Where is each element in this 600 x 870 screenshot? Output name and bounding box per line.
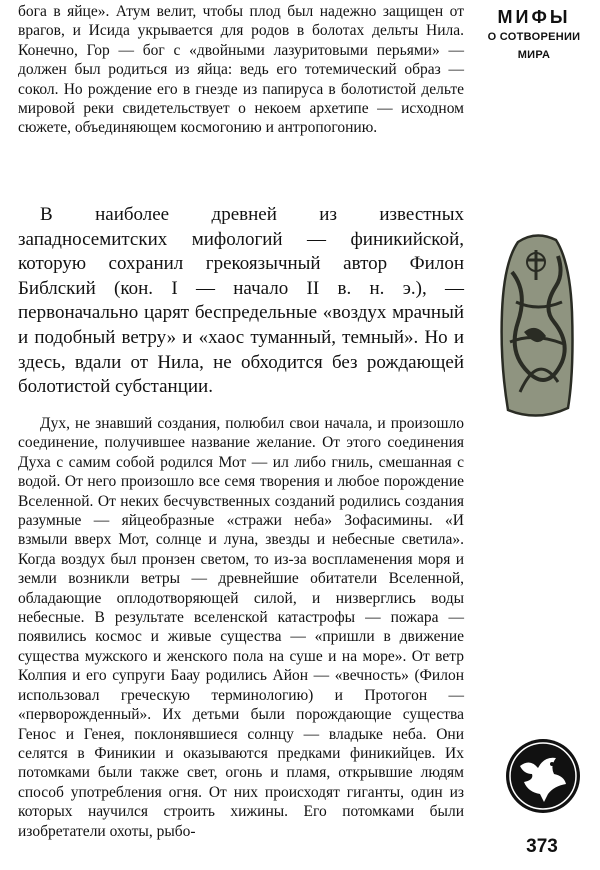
bird-medallion-icon [504, 736, 582, 816]
running-head-subtitle-2: МИРА [517, 49, 551, 61]
paragraph-phoenician-intro: В наиболее древней из известных западносемитских мифологий — финикийской, которую сохранил грекоязычный автор Филон Библский (кон. I — начало II в. н. э.), — первоначально царят беспредельные «воздух мрачный и подобный ветру» и «хаос туманный, темный». Но и здесь, вдали от Нила, не обходится без рождающей болотистой субстанции. [18, 204, 464, 398]
running-head-subtitle-1: О СОТВОРЕНИИ [487, 31, 581, 43]
runestone-illustration-icon [498, 232, 576, 420]
running-head [478, 6, 590, 64]
paragraph-phoenician-myth: Дух, не знавший создания, полюбил свои начала, и произошло соединение, получившее название желание. От этого соединения Духа с самим собой родился Мот — ил либо гниль, смешанная с водой. От него произошло все семя творения и любое порождение Вселенной. От неких бесчувственных созданий родились создания разумные — яйцеобразные «стражи неба» Зофасимины. «И взмыли вверх Мот, солнце и луна, звезды и небесные светила». Когда воздух был пронзен светом, то из-за воспламенения моря и земли возникли ветры — древнейшие обитатели Вселенной, обладающие оплодотворяющей силой, и низверглись воды небесные. В результате вселенской катастрофы — пожара — появились космос и живые существа — «пришли в движение существа мужского и женского пола на суше и на море». От ветр Колпия и его супруги Баау родились Айон — «вечность» (Филон использовал греческую терминологию) и Протогон — «перворожденный». Их детьми были порождающие существа Генос и Генея, поклонявшиеся солнцу — владыке неба. Они селятся в Финикии и оказываются предками финикийцев. Их потомками были также свет, огонь и пламя, открывшие людям способ употребления огня. От них происходят гиганты, один из которых научился строить хижины. Его потомками были изобретатели охоты, рыбо- [18, 415, 464, 840]
running-head-title: МИФЫ [497, 7, 571, 27]
paragraph-continuation: бога в яйце». Атум велит, чтобы плод был надежно защищен от врагов, и Исида укрывается для родов в болотах дельты Нила. Конечно, Гор — бог с «двойными лазуритовыми перьями» — должен был родиться из яйца: ведь его тотемический образ — сокол. Но рождение его в гнезде из папируса в болотистой дельте мировой реки свидетельствует о некоем архетипе — исходном сюжете, объединяющем космогонию и антропогонию. [18, 3, 464, 137]
page-number: 373 [526, 836, 558, 857]
